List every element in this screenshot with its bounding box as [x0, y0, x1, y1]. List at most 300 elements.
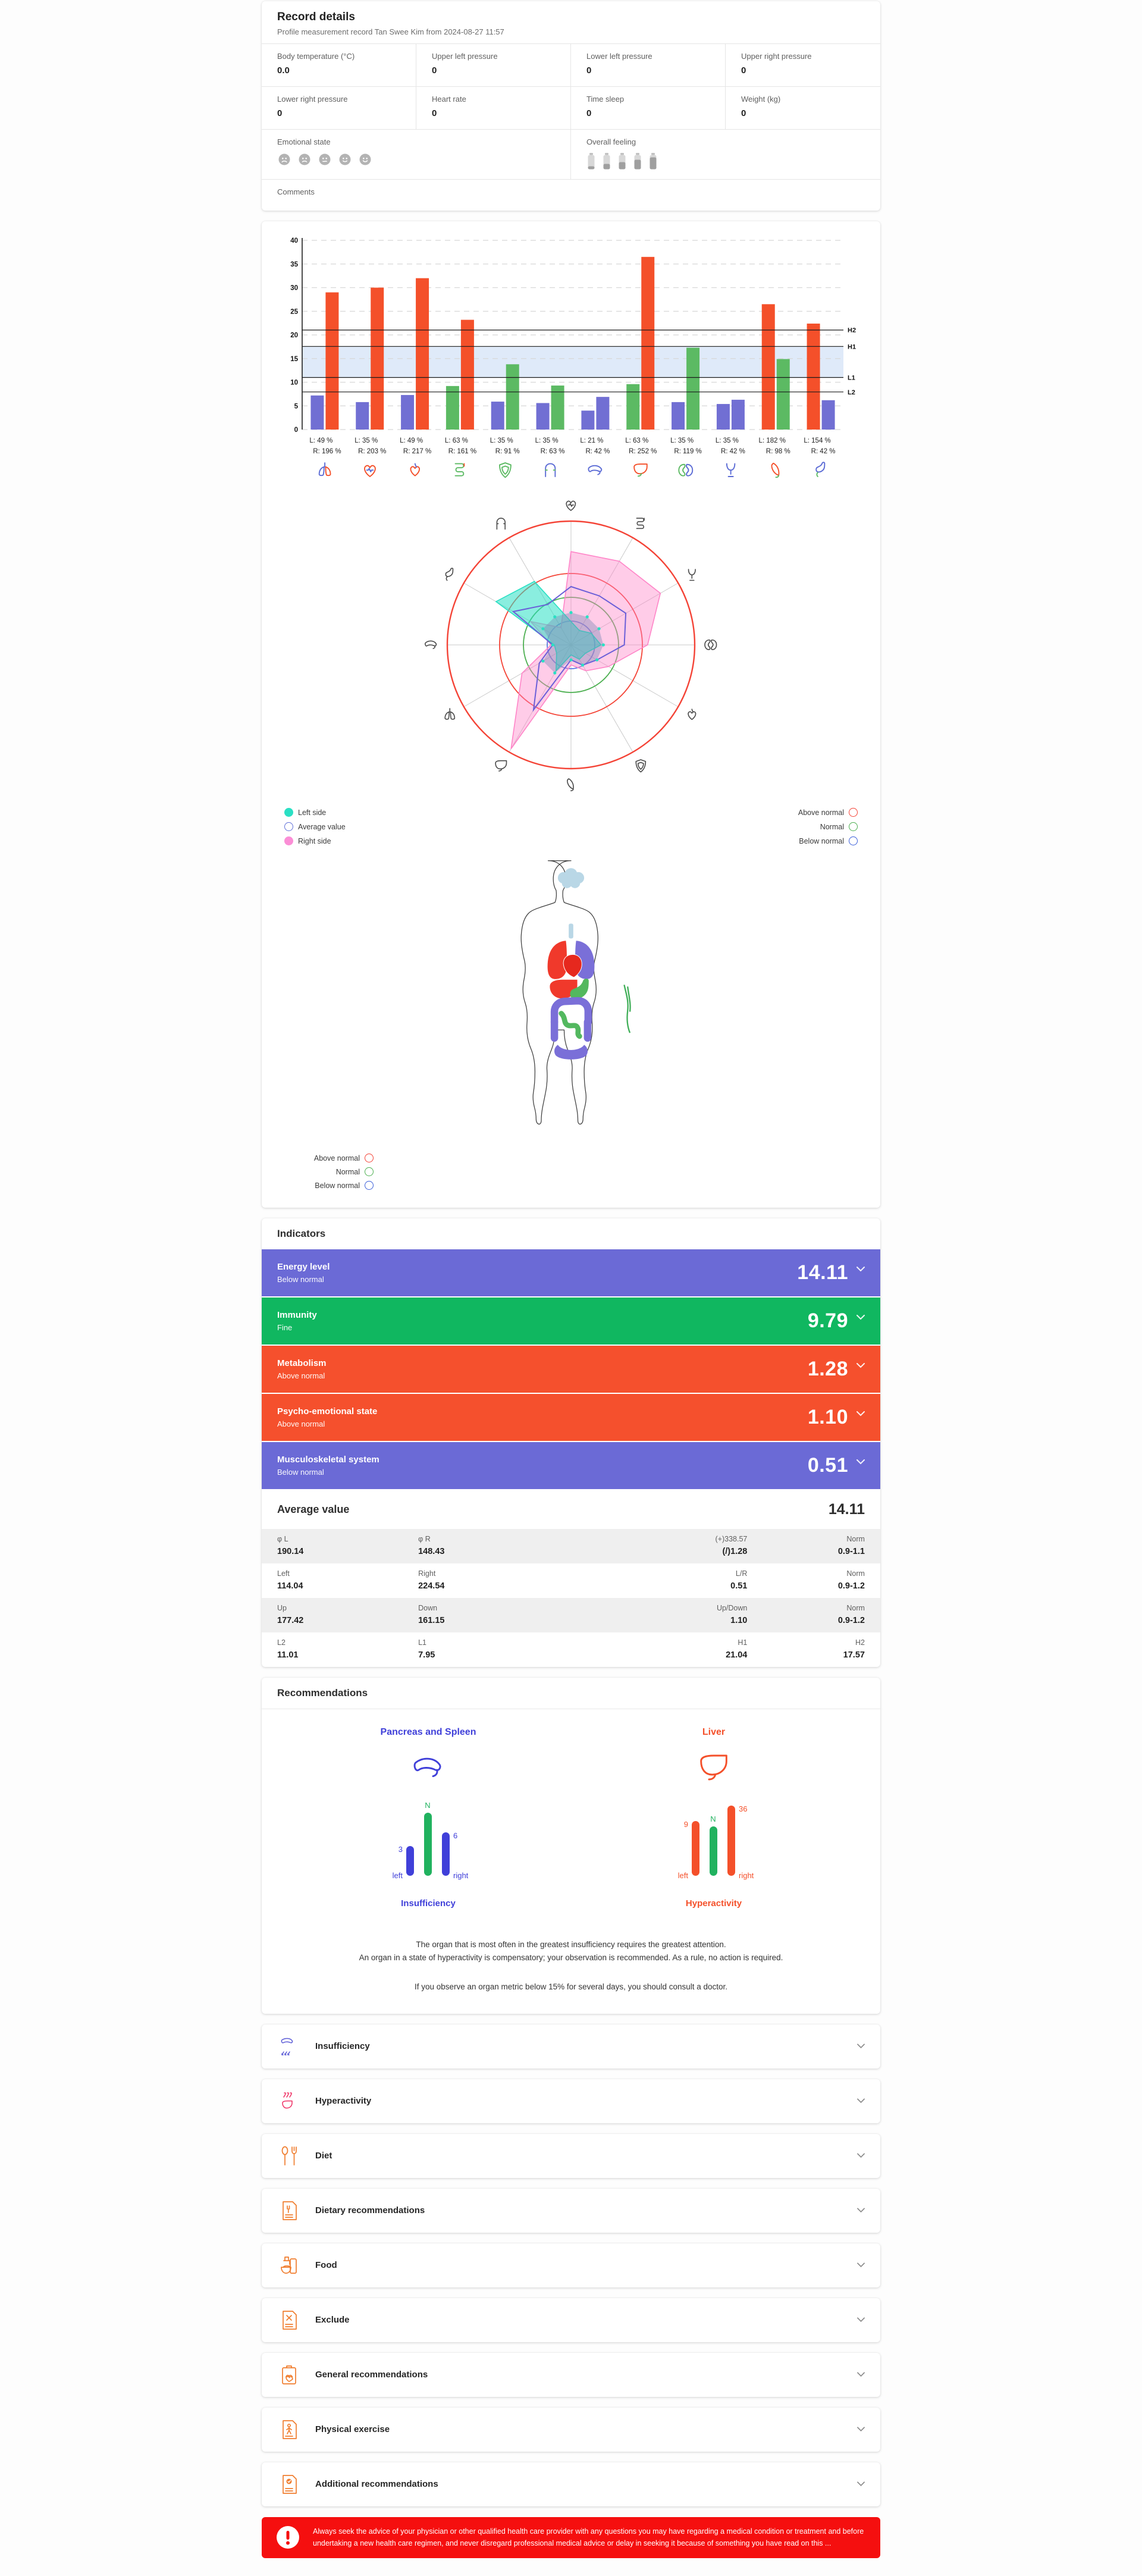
left-label: left	[392, 1871, 403, 1880]
colon-icon	[497, 518, 505, 529]
kidneys-icon	[679, 465, 692, 476]
record-field-value[interactable]: 0	[432, 108, 437, 118]
average-table-cell	[559, 1638, 747, 1660]
metric-value: 190.14	[277, 1547, 304, 1556]
accordion-label: Food	[315, 2260, 337, 2271]
indicator-value: 1.28	[807, 1358, 848, 1380]
metric-label: L/R	[735, 1569, 748, 1578]
exclude-icon	[277, 2309, 301, 2331]
metric-label: L2	[277, 1638, 286, 1647]
organ-radar-chart	[274, 491, 868, 806]
average-table-cell	[747, 1638, 865, 1660]
bar-left-immunity	[491, 402, 504, 430]
liver-icon	[495, 761, 506, 771]
indicator-status: Below normal	[277, 1275, 324, 1284]
legend-item	[284, 1167, 374, 1176]
legend-item	[284, 1181, 374, 1190]
charts-card	[262, 221, 880, 1208]
svg-text:R: 42 %: R: 42 %	[720, 448, 745, 455]
mini-bar-chart	[372, 1787, 485, 1892]
body-map-legend	[274, 1154, 868, 1203]
chevron-down-icon[interactable]	[857, 2208, 865, 2213]
legend-marker	[365, 1181, 374, 1190]
accordion-hyperactivity[interactable]	[262, 2079, 880, 2123]
legend-label: Right side	[298, 836, 331, 845]
average-table-cell	[418, 1604, 559, 1625]
average-table-row	[262, 1529, 880, 1563]
indicator-status: Below normal	[277, 1468, 324, 1477]
chevron-down-icon[interactable]	[857, 2153, 865, 2158]
svg-text:R: 217 %: R: 217 %	[403, 448, 432, 455]
bar-right-pancreas	[596, 397, 609, 430]
liver-icon	[695, 1748, 733, 1787]
colon-icon	[545, 463, 555, 477]
indicator-name: Psycho-emotional state	[277, 1406, 378, 1417]
bladder-icon	[689, 569, 696, 580]
metric-value: 17.57	[843, 1650, 865, 1660]
very-sad-face-icon[interactable]	[277, 152, 291, 167]
svg-text:L: 63 %: L: 63 %	[625, 437, 649, 444]
emotional-state-field	[262, 130, 571, 180]
trachea-organ	[569, 923, 573, 938]
exclamation-icon	[276, 2525, 300, 2549]
legend-marker	[284, 836, 293, 845]
bar-right-coronary-vessels	[416, 278, 429, 430]
svg-text:L: 49 %: L: 49 %	[400, 437, 423, 444]
svg-text:R: 42 %: R: 42 %	[585, 448, 610, 455]
stomach-icon	[816, 462, 824, 477]
metric-value: 1.10	[730, 1616, 748, 1625]
indicator-row-metabolism[interactable]	[262, 1346, 880, 1393]
record-field	[726, 44, 880, 87]
chevron-down-icon[interactable]	[857, 1264, 865, 1274]
record-field-value[interactable]: 0	[741, 108, 746, 118]
legend-label: Left side	[298, 808, 327, 817]
indicator-name: Energy level	[277, 1262, 330, 1272]
indicator-value: 0.51	[807, 1454, 848, 1477]
metric-value: 0.9-1.2	[837, 1581, 865, 1591]
note-hyperactivity: An organ in a state of hyperactivity is compensatory; your observation is recommended. As a rule, no action is required.	[359, 1953, 783, 1963]
metric-value: 224.54	[418, 1581, 445, 1591]
legend-item	[284, 836, 346, 845]
legend-label: Normal	[335, 1167, 360, 1176]
bar-left-bladder	[717, 404, 730, 430]
bar-right-kidneys	[686, 347, 699, 430]
svg-text:R: 196 %: R: 196 %	[313, 448, 341, 455]
metric-label: H2	[855, 1638, 865, 1647]
svg-text:L: 49 %: L: 49 %	[309, 437, 333, 444]
intestine-icon	[636, 518, 644, 528]
lungs-icon	[445, 709, 454, 719]
accordion-label: Dietary recommendations	[315, 2205, 425, 2216]
metric-value: (/)1.28	[722, 1547, 748, 1556]
battery-icon[interactable]	[617, 152, 627, 170]
record-field	[726, 87, 880, 130]
right-bar-value: 6	[453, 1831, 458, 1840]
record-details-subtitle: Profile measurement record Tan Swee Kim from 2024-08-27 11:57	[277, 27, 504, 36]
legend-item	[284, 822, 346, 831]
pelvic-organs	[554, 1045, 588, 1060]
bar-left-pancreas	[581, 410, 594, 430]
legend-label: Average value	[298, 822, 346, 831]
arm-vessels-organ	[624, 985, 630, 1033]
metric-label: L1	[418, 1638, 427, 1647]
kidneys-icon	[705, 640, 717, 650]
average-table-cell	[747, 1535, 865, 1556]
metric-value: 161.15	[418, 1616, 445, 1625]
indicators-list	[262, 1249, 880, 1489]
indicator-value: 1.10	[807, 1406, 848, 1428]
legend-item	[798, 836, 858, 845]
heart-icon	[365, 466, 375, 477]
legend-label: Below normal	[799, 836, 844, 845]
note-doctor: If you observe an organ metric below 15% for several days, you should consult a doctor.	[414, 1982, 728, 1991]
svg-text:L: 35 %: L: 35 %	[535, 437, 559, 444]
average-value-number: 14.11	[828, 1501, 865, 1518]
record-field-label: Weight (kg)	[741, 95, 781, 104]
chevron-down-icon[interactable]	[857, 1409, 865, 1418]
general-recommendations-icon	[277, 2364, 301, 2386]
record-fields-grid	[262, 43, 880, 211]
bar-left-kidneys	[672, 402, 685, 430]
record-field-value[interactable]: 0	[277, 108, 283, 118]
ref-line-label-H1: H1	[848, 343, 857, 351]
legend-item	[284, 1154, 374, 1162]
metric-label: φ L	[277, 1535, 288, 1543]
record-details-card	[262, 1, 880, 211]
metric-value: 177.42	[277, 1616, 304, 1625]
average-metrics-table	[262, 1529, 880, 1667]
chevron-down-icon[interactable]	[857, 2044, 865, 2049]
chevron-down-icon[interactable]	[857, 1312, 865, 1322]
svg-text:20: 20	[290, 332, 298, 339]
bar-right-liver	[641, 257, 654, 430]
record-field-value[interactable]: 0	[586, 65, 592, 76]
sad-face-icon[interactable]	[297, 152, 312, 167]
ref-line-label-H2: H2	[848, 327, 857, 334]
bar-right-bladder	[732, 400, 745, 430]
record-details-title: Record details	[277, 11, 355, 23]
bar-left-colon	[537, 403, 550, 430]
neutral-face-icon[interactable]	[318, 152, 332, 167]
chevron-down-icon[interactable]	[857, 1457, 865, 1466]
svg-text:0: 0	[294, 427, 298, 434]
chevron-down-icon[interactable]	[857, 1361, 865, 1370]
indicator-row-energy-level[interactable]	[262, 1249, 880, 1296]
record-field-label: Upper left pressure	[432, 52, 498, 61]
right-bar-value: 36	[739, 1804, 748, 1813]
indicator-name: Musculoskeletal system	[277, 1455, 379, 1465]
ref-line-label-L1: L1	[848, 374, 855, 382]
indicator-row-immunity[interactable]	[262, 1298, 880, 1345]
happy-face-icon[interactable]	[358, 152, 372, 167]
record-field-label: Time sleep	[586, 95, 625, 104]
legend-marker	[849, 822, 858, 831]
chevron-down-icon[interactable]	[857, 2098, 865, 2104]
average-table-cell	[277, 1638, 418, 1660]
metric-label: φ R	[418, 1535, 431, 1543]
left-label: left	[677, 1871, 688, 1880]
legend-marker	[284, 822, 293, 831]
legend-item	[798, 822, 858, 831]
record-field-value[interactable]: 0	[432, 65, 437, 76]
average-table-row	[262, 1563, 880, 1598]
average-value-row	[262, 1490, 880, 1529]
hyperactivity-panel	[625, 1727, 803, 1909]
metric-label: Down	[418, 1604, 438, 1612]
svg-text:R: 203 %: R: 203 %	[358, 448, 387, 455]
svg-text:L: 35 %: L: 35 %	[490, 437, 513, 444]
radar-legend-status	[798, 808, 858, 845]
metric-label: Norm	[846, 1569, 865, 1578]
record-field-label: Upper right pressure	[741, 52, 812, 61]
accordion-label: Additional recommendations	[315, 2479, 438, 2490]
organ-bar-chart	[274, 232, 868, 491]
svg-text:R: 252 %: R: 252 %	[629, 448, 657, 455]
mini-bar-chart	[657, 1787, 770, 1892]
accordion-diet[interactable]	[262, 2134, 880, 2178]
average-table-cell	[747, 1604, 865, 1625]
bar-left-liver	[626, 384, 639, 430]
svg-text:10: 10	[290, 379, 298, 387]
gallbladder-icon	[567, 779, 573, 791]
legend-label: Above normal	[313, 1154, 360, 1162]
record-field	[262, 44, 416, 87]
metric-value: 148.43	[418, 1547, 445, 1556]
legend-item	[284, 808, 346, 817]
indicator-row-psycho-emotional-state[interactable]	[262, 1394, 880, 1441]
svg-text:25: 25	[290, 308, 298, 316]
legend-label: Normal	[820, 822, 844, 831]
metric-label: (+)338.57	[715, 1535, 748, 1543]
note-insufficiency: The organ that is most often in the greatest insufficiency requires the greatest attention.	[416, 1940, 726, 1949]
legend-label: Above normal	[798, 808, 844, 817]
svg-text:L: 63 %: L: 63 %	[444, 437, 468, 444]
bar-right-lungs	[325, 292, 338, 430]
overall-feeling-label: Overall feeling	[586, 137, 636, 146]
metric-label: Left	[277, 1569, 290, 1578]
bar-left-gallbladder	[762, 304, 775, 430]
insufficiency-panel	[339, 1727, 517, 1909]
record-field-value[interactable]: 0	[586, 108, 592, 118]
metric-value: 7.95	[418, 1650, 435, 1660]
radar-legend-series	[284, 808, 346, 845]
average-table-row	[262, 1598, 880, 1632]
battery-icon[interactable]	[633, 152, 642, 170]
accordion-label: Hyperactivity	[315, 2096, 372, 2107]
svg-text:R: 42 %: R: 42 %	[811, 448, 836, 455]
emotional-state-label: Emotional state	[277, 137, 331, 146]
metric-label: Up	[277, 1604, 287, 1612]
bar-left-coronary-vessels	[401, 395, 414, 430]
average-table-cell	[277, 1535, 418, 1556]
bar-left-lungs	[310, 396, 324, 430]
accordion-label: Diet	[315, 2151, 332, 2161]
overall-feeling-field	[571, 130, 880, 180]
pancreas-icon	[588, 466, 601, 475]
disclaimer-text: Always seek the advice of your physician or other qualified health care provider with any questions you may have regarding a medical condition or treatment and before undertaking a new health care regimen, and never disregard professional medical advice or delay in seeking it because of something you have read on this ...	[313, 2527, 864, 2548]
organ-name: Liver	[702, 1727, 726, 1737]
indicator-value: 9.79	[807, 1309, 848, 1332]
svg-text:L: 21 %: L: 21 %	[580, 437, 604, 444]
accordion-food[interactable]	[262, 2243, 880, 2287]
record-field-label: Lower left pressure	[586, 52, 652, 61]
recommendation-accordions	[262, 2025, 880, 2506]
medical-disclaimer-banner	[262, 2517, 880, 2558]
accordion-label: Physical exercise	[315, 2424, 390, 2435]
accordion-label: Exclude	[315, 2315, 350, 2326]
metric-value: 0.51	[730, 1581, 748, 1591]
pancreas-icon	[409, 1748, 447, 1787]
indicator-status: Above normal	[277, 1419, 325, 1428]
average-table-cell	[418, 1535, 559, 1556]
accordion-label: General recommendations	[315, 2370, 428, 2380]
bar-right-immunity	[506, 364, 519, 430]
norm-bar-label: N	[710, 1815, 716, 1823]
record-field-label: Heart rate	[432, 95, 466, 104]
chevron-down-icon[interactable]	[857, 2262, 865, 2268]
indicator-row-musculoskeletal-system[interactable]	[262, 1442, 880, 1489]
battery-icon[interactable]	[602, 152, 611, 170]
svg-text:40: 40	[290, 237, 298, 245]
dietary-recommendations-icon	[277, 2199, 301, 2222]
legend-marker	[284, 808, 293, 817]
legend-marker	[365, 1167, 374, 1176]
left-bar-value: 3	[398, 1845, 403, 1854]
chevron-down-icon[interactable]	[857, 2372, 865, 2377]
right-label: right	[453, 1871, 469, 1880]
panel-caption: Insufficiency	[401, 1898, 456, 1909]
bar-right-gallbladder	[777, 359, 790, 430]
recommendations-notes	[262, 1914, 880, 2014]
svg-text:15: 15	[290, 355, 298, 363]
bar-right-heart	[371, 288, 384, 430]
legend-label: Below normal	[315, 1181, 360, 1190]
svg-text:R: 91 %: R: 91 %	[495, 448, 520, 455]
bar-left-heart	[356, 402, 369, 430]
accordion-insufficiency[interactable]	[262, 2025, 880, 2069]
bar-right-stomach	[822, 400, 835, 430]
average-table-cell	[418, 1638, 559, 1660]
svg-text:L: 35 %: L: 35 %	[715, 437, 739, 444]
organ-name: Pancreas and Spleen	[380, 1727, 476, 1737]
record-field	[571, 87, 726, 130]
svg-text:L: 35 %: L: 35 %	[354, 437, 378, 444]
indicator-name: Immunity	[277, 1310, 317, 1320]
additional-recommendations-icon	[277, 2473, 301, 2496]
metric-value: 0.9-1.1	[837, 1547, 865, 1556]
average-table-cell	[559, 1535, 747, 1556]
chevron-down-icon[interactable]	[857, 2481, 865, 2487]
battery-icon[interactable]	[586, 152, 596, 170]
ref-line-label-L2: L2	[848, 388, 855, 396]
record-field	[262, 87, 416, 130]
bladder-icon	[727, 463, 735, 477]
metric-label: Up/Down	[716, 1604, 748, 1612]
body-map	[274, 856, 868, 1154]
intestine-icon	[456, 463, 465, 475]
norm-bar-label: N	[425, 1801, 431, 1810]
record-field-label: Body temperature (°C)	[277, 52, 355, 61]
food-icon	[277, 2254, 301, 2277]
record-field	[571, 44, 726, 87]
average-table-cell	[559, 1604, 747, 1625]
metric-value: 114.04	[277, 1581, 303, 1591]
legend-marker	[849, 836, 858, 845]
record-field-label: Lower right pressure	[277, 95, 348, 104]
metric-label: Norm	[846, 1604, 865, 1612]
brain-organ	[558, 868, 584, 888]
average-table-cell	[277, 1604, 418, 1625]
radar-legend	[274, 806, 868, 856]
coronary-vessels-icon	[688, 709, 695, 719]
bar-right-intestine	[461, 320, 474, 430]
hyperactivity-icon	[277, 2090, 301, 2113]
record-field	[416, 87, 571, 130]
indicator-value: 14.11	[797, 1261, 848, 1284]
metric-value: 0.9-1.2	[837, 1616, 865, 1625]
indicator-status: Above normal	[277, 1371, 325, 1380]
left-bar-value: 9	[683, 1820, 688, 1829]
legend-marker	[849, 808, 858, 817]
accordion-physical-exercise[interactable]	[262, 2408, 880, 2452]
average-table-cell	[747, 1569, 865, 1591]
svg-text:R: 63 %: R: 63 %	[540, 448, 565, 455]
smile-face-icon[interactable]	[338, 152, 352, 167]
svg-text:35: 35	[290, 261, 298, 268]
svg-text:L: 35 %: L: 35 %	[670, 437, 694, 444]
battery-icon[interactable]	[648, 152, 658, 170]
comments-field[interactable]	[262, 180, 880, 211]
indicators-title: Indicators	[277, 1228, 326, 1239]
record-field-value[interactable]: 0	[741, 65, 746, 76]
legend-marker	[365, 1154, 374, 1162]
average-table-cell	[559, 1569, 747, 1591]
panel-caption: Hyperactivity	[685, 1898, 742, 1909]
metric-label: H1	[738, 1638, 748, 1647]
average-value-label: Average value	[277, 1503, 350, 1515]
physical-exercise-icon	[277, 2418, 301, 2441]
recommendations-card	[262, 1678, 880, 2014]
record-field-value[interactable]: 0.0	[277, 65, 290, 76]
immunity-icon	[636, 760, 645, 772]
right-label: right	[739, 1871, 754, 1880]
comments-label: Comments	[277, 187, 315, 196]
pancreas-icon	[425, 641, 437, 648]
legend-item	[798, 808, 858, 817]
accordion-label: Insufficiency	[315, 2041, 370, 2052]
metric-value: 11.01	[277, 1650, 299, 1660]
accordion-general-recommendations[interactable]	[262, 2353, 880, 2397]
chevron-down-icon[interactable]	[857, 2427, 865, 2432]
average-table-row	[262, 1632, 880, 1667]
svg-text:R: 98 %: R: 98 %	[765, 448, 790, 455]
svg-text:L: 182 %: L: 182 %	[758, 437, 786, 444]
bar-left-intestine	[446, 386, 459, 430]
chevron-down-icon[interactable]	[857, 2317, 865, 2323]
gallbladder-icon	[771, 463, 779, 478]
indicator-status: Fine	[277, 1323, 293, 1332]
stomach-icon	[445, 568, 453, 580]
accordion-additional-recommendations[interactable]	[262, 2462, 880, 2506]
diet-icon	[277, 2145, 301, 2167]
accordion-dietary-recommendations[interactable]	[262, 2189, 880, 2233]
heart-icon	[566, 501, 575, 510]
metric-label: Norm	[846, 1535, 865, 1543]
metric-label: Right	[418, 1569, 436, 1578]
accordion-exclude[interactable]	[262, 2298, 880, 2342]
report-page	[262, 0, 880, 2576]
